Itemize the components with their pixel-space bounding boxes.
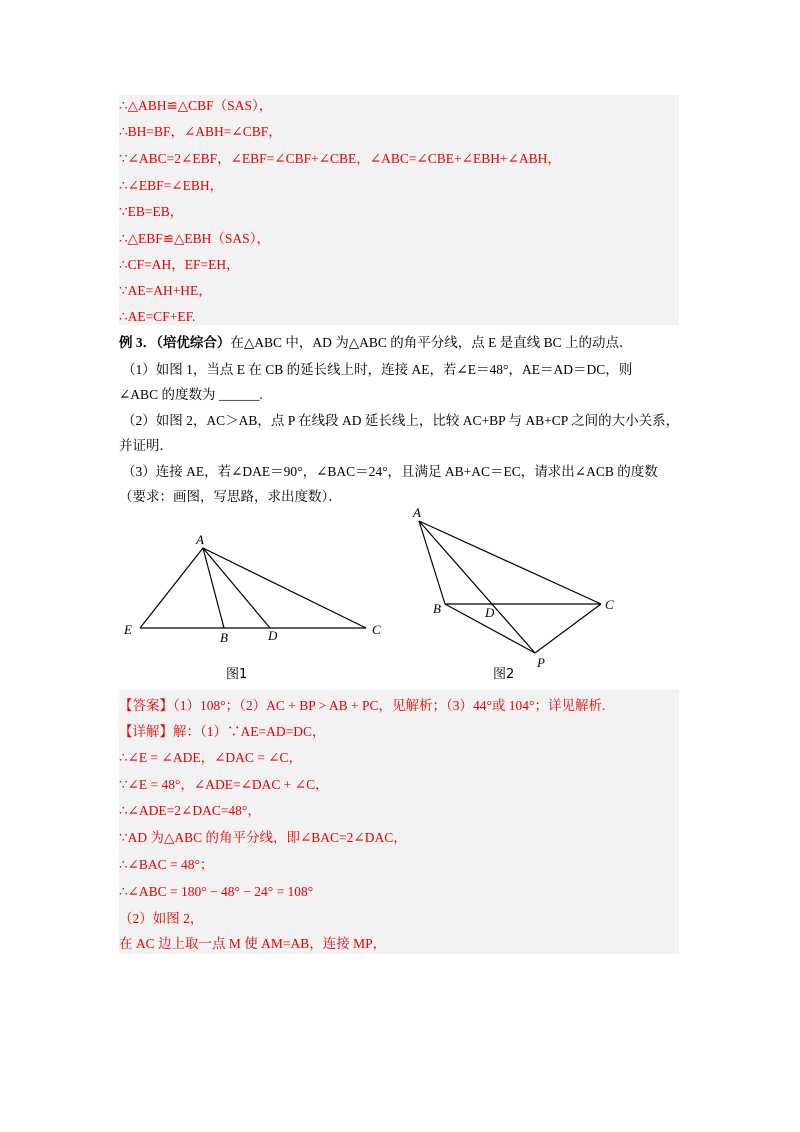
segment-CP — [535, 604, 601, 653]
question-3a: （3）连接 AE，若∠DAE＝90°，∠BAC＝24°，且满足 AB+AC＝EC，请求出∠ACB 的度数 — [122, 464, 658, 479]
segment-AC — [203, 548, 366, 628]
label-C: C — [372, 622, 381, 637]
question-2b: 并证明． — [119, 438, 173, 453]
solution-line: ∴∠E = ∠ADE，∠DAC = ∠C， — [119, 750, 303, 765]
label-B: B — [433, 601, 441, 616]
solution-line: ∴∠ADE=2∠DAC=48°， — [119, 803, 261, 818]
segment-AB — [419, 521, 445, 604]
example-stem: 在△ABC 中，AD 为△ABC 的角平分线，点 E 是直线 BC 上的动点． — [230, 335, 633, 350]
example-heading — [119, 334, 633, 352]
label-B: B — [220, 630, 228, 645]
solution-line: （2）如图 2， — [119, 911, 204, 926]
segment-AP — [419, 521, 535, 653]
proof-line: ∴△ABH≌△CBF（SAS）， — [119, 98, 273, 113]
answer-tag: 【答案】 — [119, 698, 173, 713]
label-D: D — [268, 628, 278, 643]
proof-line: ∵∠ABC=2∠EBF，∠EBF=∠CBF+∠CBE，∠ABC=∠CBE+∠EBH+∠ABH， — [119, 151, 561, 166]
solution-line: 【详解】解：（1）∵AE=AD=DC， — [119, 724, 326, 739]
proof-line: ∵EB=EB， — [119, 204, 184, 219]
label-E: E — [124, 622, 132, 637]
question-1a: （1）如图 1，当点 E 在 CB 的延长线上时，连接 AE，若∠E＝48°，AE＝AD＝DC，则 — [122, 362, 633, 377]
solution-line: 在 AC 边上取一点 M 使 AM=AB，连接 MP， — [119, 936, 387, 951]
proof-line: ∴BH=BF，∠ABH=∠CBF， — [119, 124, 282, 139]
example-tag: （培优综合） — [156, 335, 231, 350]
question-3b: （要求：画图，写思路，求出度数）． — [119, 489, 342, 504]
segment-AE — [140, 548, 203, 628]
question-1b: ∠ABC 的度数为 ______. — [119, 387, 263, 402]
proof-line: ∴CF=AH，EF=EH， — [119, 257, 240, 272]
figure-1-caption: 图1 — [226, 667, 248, 682]
segment-AC — [419, 521, 601, 604]
solution-line: ∴∠BAC = 48°； — [119, 857, 214, 872]
label-D: D — [485, 605, 495, 620]
proof-line: ∴AE=CF+EF. — [119, 309, 196, 324]
proof-line: ∵AE=AH+HE， — [119, 283, 212, 298]
label-P: P — [537, 655, 545, 670]
figure-2-caption: 图2 — [493, 667, 515, 682]
solution-line: ∵∠E = 48°，∠ADE=∠DAC + ∠C， — [119, 777, 329, 792]
figure-2 — [405, 505, 630, 675]
solution-line: ∵AD 为△ABC 的角平分线，即∠BAC=2∠DAC， — [119, 830, 407, 845]
label-A: A — [413, 505, 421, 520]
label-A: A — [196, 532, 204, 547]
figure-1 — [118, 530, 388, 650]
answer-text: （1）108°；（2）AC + BP > AB + PC，见解析；（3）44°或 104°；详见解析. — [173, 698, 606, 713]
proof-line: ∴△EBF≌△EBH（SAS）， — [119, 231, 270, 246]
question-2a: （2）如图 2，AC＞AB，点 P 在线段 AD 延长线上，比较 AC+BP 与 AB+CP 之间的大小关系， — [122, 413, 680, 428]
example-label: 例 3． — [119, 335, 157, 350]
solution-line: ∴∠ABC = 180° − 48° − 24° = 108° — [119, 884, 314, 899]
proof-line: ∴∠EBF=∠EBH， — [119, 178, 224, 193]
label-C: C — [605, 597, 614, 612]
answer-line — [119, 697, 605, 715]
